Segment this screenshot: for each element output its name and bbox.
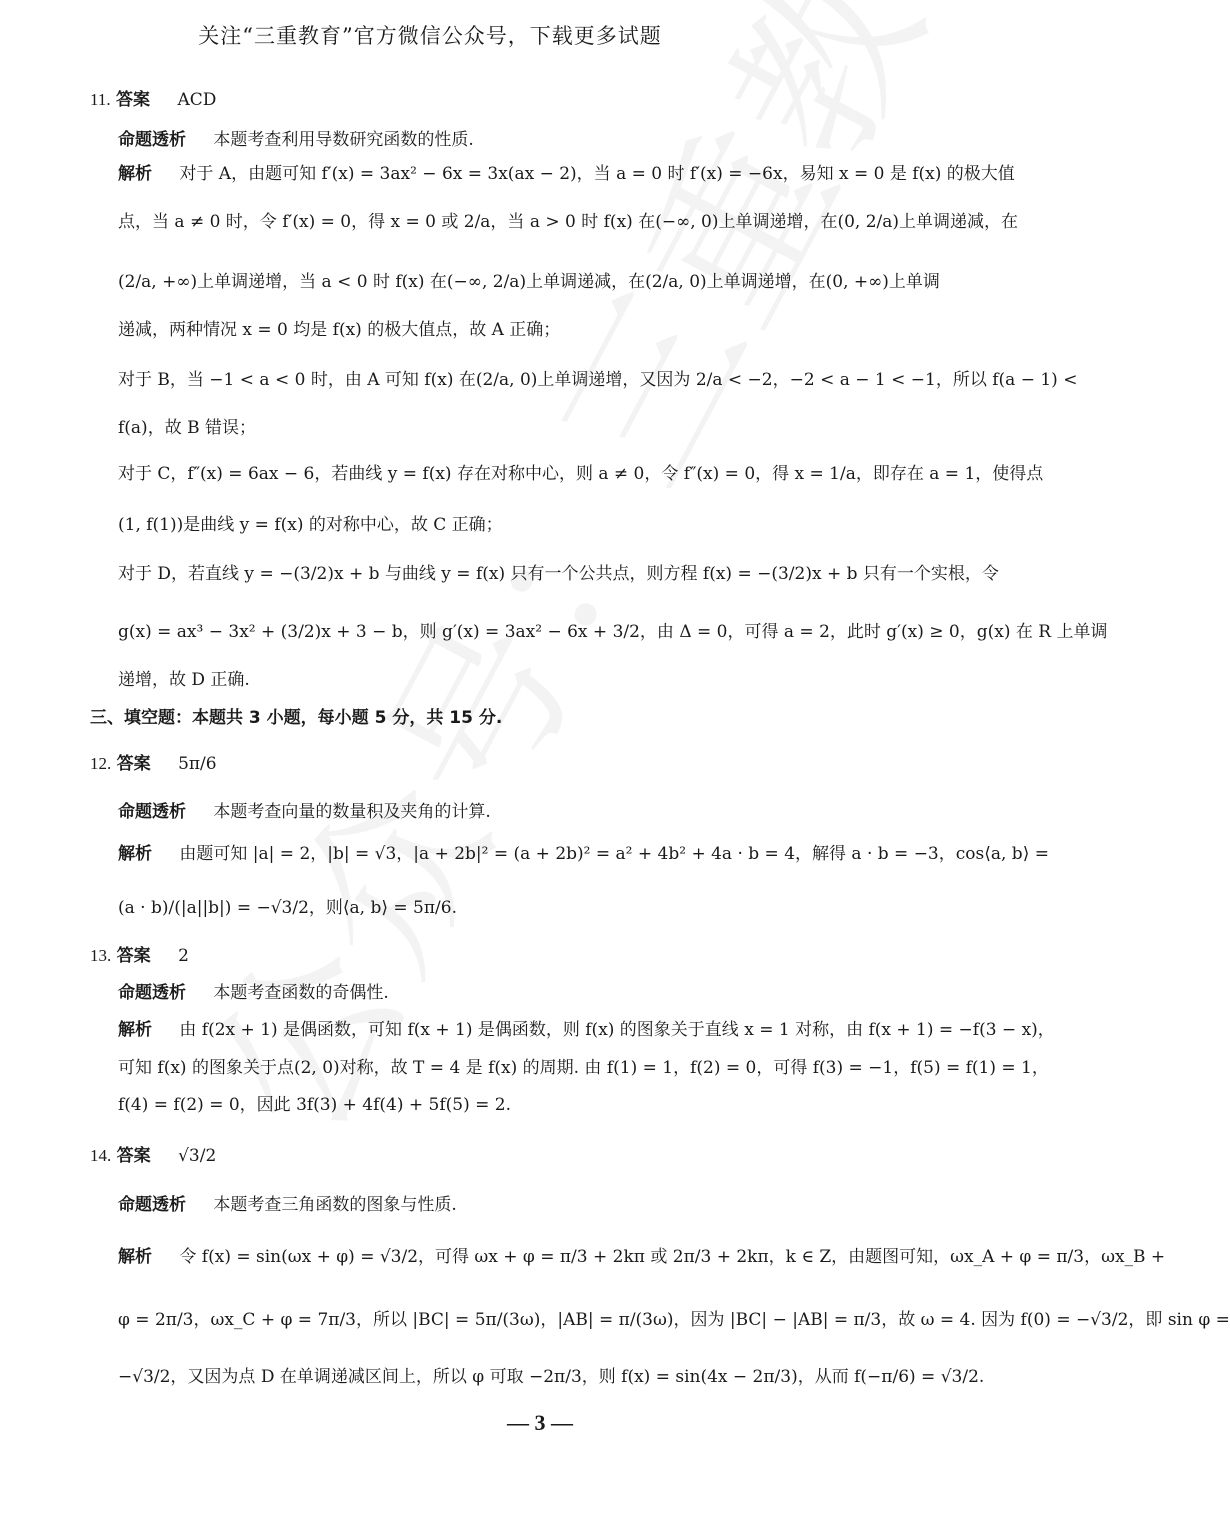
q12-analysis-line xyxy=(118,842,1049,866)
q12-line: 由题可知 |a| = 2，|b| = √3，|a + 2b|² = (a + 2b)² = a² + 4b² + 4a · b = 4，解得 a · b = −3，cos⟨a, b⟩ = xyxy=(179,844,1049,864)
q13-line: 由 f(2x + 1) 是偶函数，可知 f(x + 1) 是偶函数，则 f(x) 的图象关于直线 x = 1 对称，由 f(x + 1) = −f(3 − x)， xyxy=(179,1020,1055,1040)
q14-line: φ = 2π/3，ωx_C + φ = 7π/3，所以 |BC| = 5π/(3ω)，|AB| = π/(3ω)，因为 |BC| − |AB| = π/3，故 ω = 4. 因为 f(0) = −√3/2，即 sin φ = xyxy=(118,1310,1230,1330)
q13-number: 13. xyxy=(90,946,112,965)
q14-line: 令 f(x) = sin(ωx + φ) = √3/2，可得 ωx + φ = π/3 + 2kπ 或 2π/3 + 2kπ，k ∈ Z，由题图可知，ωx_A + φ = π/3，ωx_B + xyxy=(179,1247,1166,1267)
q12-intent-label: 命题透析 xyxy=(118,802,186,822)
q11-line: (1, f(1))是曲线 y = f(x) 的对称中心，故 C 正确； xyxy=(118,515,503,535)
q11-intent-row xyxy=(118,128,474,152)
q11-line: f(a)，故 B 错误； xyxy=(118,418,256,438)
q11-number: 11. xyxy=(90,90,111,109)
q11-answer-row xyxy=(90,88,216,112)
q13-intent-row xyxy=(118,981,389,1005)
q14-analysis-line xyxy=(118,1245,1165,1269)
q12-number: 12. xyxy=(90,754,112,773)
page-header: 关注“三重教育”官方微信公众号，下载更多试题 xyxy=(198,24,662,48)
q13-answer: 2 xyxy=(178,946,189,966)
q11-line: 递增，故 D 正确. xyxy=(118,670,250,690)
q11-answer-label: 答案 xyxy=(116,90,151,110)
q13-answer-row xyxy=(90,944,189,968)
q11-answer: ACD xyxy=(177,90,217,110)
q13-analysis-label: 解析 xyxy=(118,1020,152,1040)
q12-answer-label: 答案 xyxy=(116,754,151,774)
q11-line: 对于 D，若直线 y = −(3/2)x + b 与曲线 y = f(x) 只有一个公共点，则方程 f(x) = −(3/2)x + b 只有一个实根，令 xyxy=(118,564,999,584)
q11-line: 递减，两种情况 x = 0 均是 f(x) 的极大值点，故 A 正确； xyxy=(118,320,561,340)
q14-analysis-label: 解析 xyxy=(118,1247,152,1267)
q12-analysis-label: 解析 xyxy=(118,844,152,864)
q11-line: 点，当 a ≠ 0 时，令 f′(x) = 0，得 x = 0 或 2/a，当 a > 0 时 f(x) 在(−∞, 0)上单调递增，在(0, 2/a)上单调递减，在 xyxy=(118,212,1019,232)
q13-analysis-line xyxy=(118,1018,1055,1042)
q14-answer-row xyxy=(90,1144,216,1168)
q14-number: 14. xyxy=(90,1146,112,1165)
q12-intent: 本题考查向量的数量积及夹角的计算. xyxy=(213,802,491,822)
q11-line: (2/a, +∞)上单调递增，当 a < 0 时 f(x) 在(−∞, 2/a)上单调递减，在(2/a, 0)上单调递增，在(0, +∞)上单调 xyxy=(118,272,940,292)
q12-answer-row xyxy=(90,752,217,776)
q14-intent: 本题考查三角函数的图象与性质. xyxy=(213,1195,457,1215)
q11-analysis-label: 解析 xyxy=(118,164,152,184)
q11-intent: 本题考查利用导数研究函数的性质. xyxy=(213,130,474,150)
q14-intent-row xyxy=(118,1193,457,1217)
q11-line: g(x) = ax³ − 3x² + (3/2)x + 3 − b，则 g′(x) = 3ax² − 6x + 3/2，由 Δ = 0，可得 a = 2，此时 g′(x) ≥ 0，g(x) 在 R 上单调 xyxy=(118,622,1108,642)
q14-answer: √3/2 xyxy=(178,1146,217,1166)
q14-answer-label: 答案 xyxy=(116,1146,151,1166)
q13-line: f(4) = f(2) = 0，因此 3f(3) + 4f(4) + 5f(5) = 2. xyxy=(118,1095,512,1115)
q12-answer: 5π/6 xyxy=(178,754,217,774)
q11-line: 对于 A，由题可知 f′(x) = 3ax² − 6x = 3x(ax − 2)，当 a = 0 时 f′(x) = −6x，易知 x = 0 是 f(x) 的极大值 xyxy=(179,164,1015,184)
q11-analysis-line xyxy=(118,162,1015,186)
q14-line: −√3/2，又因为点 D 在单调递减区间上，所以 φ 可取 −2π/3，则 f(x) = sin(4x − 2π/3)，从而 f(−π/6) = √3/2. xyxy=(118,1367,985,1387)
q11-line: 对于 B，当 −1 < a < 0 时，由 A 可知 f(x) 在(2/a, 0)上单调递增，又因为 2/a < −2，−2 < a − 1 < −1，所以 f(a − 1) < xyxy=(118,370,1078,390)
q11-intent-label: 命题透析 xyxy=(118,130,186,150)
q12-intent-row xyxy=(118,800,491,824)
q11-line: 对于 C，f″(x) = 6ax − 6，若曲线 y = f(x) 存在对称中心，则 a ≠ 0，令 f″(x) = 0，得 x = 1/a，即存在 a = 1，使得点 xyxy=(118,464,1044,484)
q13-line: 可知 f(x) 的图象关于点(2, 0)对称，故 T = 4 是 f(x) 的周期. 由 f(1) = 1，f(2) = 0，可得 f(3) = −1，f(5) = f(1) = 1， xyxy=(118,1058,1049,1078)
q13-intent: 本题考查函数的奇偶性. xyxy=(213,983,389,1003)
q13-answer-label: 答案 xyxy=(116,946,151,966)
page-number: — 3 — xyxy=(507,1410,573,1435)
q12-line: (a · b)/(|a||b|) = −√3/2，则⟨a, b⟩ = 5π/6. xyxy=(118,898,457,918)
q13-intent-label: 命题透析 xyxy=(118,983,186,1003)
q14-intent-label: 命题透析 xyxy=(118,1195,186,1215)
section-title: 三、填空题：本题共 3 小题，每小题 5 分，共 15 分. xyxy=(90,708,503,728)
